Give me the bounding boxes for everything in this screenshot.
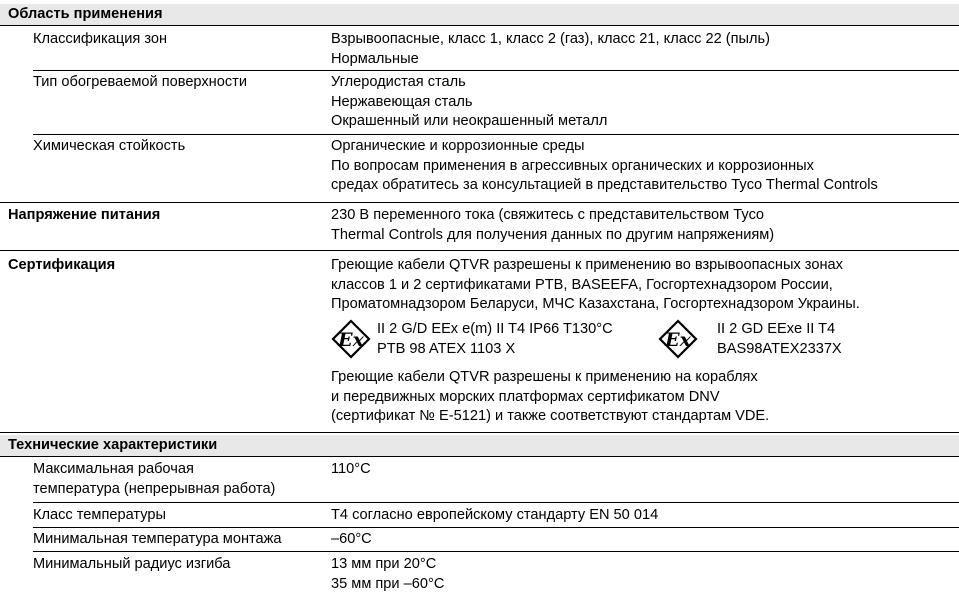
divider bbox=[33, 70, 959, 71]
row-value: Окрашенный или неокрашенный металл bbox=[331, 113, 608, 129]
divider bbox=[0, 456, 959, 457]
row-label: Класс температуры bbox=[33, 507, 166, 523]
row-value: Нормальные bbox=[331, 50, 419, 67]
section-header-application bbox=[0, 4, 959, 25]
divider bbox=[0, 250, 959, 251]
divider bbox=[33, 134, 959, 135]
ex-mark-text: II 2 G/D EEx e(m) II T4 IP66 T130°C bbox=[377, 321, 613, 337]
row-value: Взрывоопасные, класс 1, класс 2 (газ), класс 21, класс 22 (пыль) bbox=[331, 31, 770, 47]
certification-label: Сертификация bbox=[8, 257, 116, 273]
ex-mark-text: BAS98ATEX2337X bbox=[717, 341, 842, 357]
row-value: По вопросам применения в агрессивных органических и коррозионных bbox=[331, 157, 814, 174]
voltage-value: 230 В переменного тока (свяжитесь с представительством Tyco bbox=[331, 207, 765, 223]
row-label: Химическая стойкость bbox=[33, 138, 186, 154]
row-label: Тип обогреваемой поверхности bbox=[33, 74, 247, 90]
divider bbox=[0, 432, 959, 433]
row-label: Минимальная температура монтажа bbox=[33, 531, 282, 547]
row-value: Нержавеющая сталь bbox=[331, 93, 473, 110]
section-header-technical bbox=[0, 435, 959, 456]
ex-mark-icon bbox=[658, 319, 698, 359]
row-value: 35 мм при –60°C bbox=[331, 575, 445, 592]
certification-text: Греющие кабели QTVR разрешены к применению во взрывоопасных зонах bbox=[331, 257, 843, 273]
row-value: Органические и коррозионные среды bbox=[331, 138, 585, 154]
divider bbox=[33, 527, 959, 528]
section-title: Технические характеристики bbox=[8, 437, 218, 453]
ex-mark-text: II 2 GD EExe II T4 bbox=[717, 321, 836, 337]
ex-mark-text: PTB 98 ATEX 1103 X bbox=[377, 341, 516, 357]
certification-text: классов 1 и 2 сертификатами PTB, BASEEFA, Госгортехнадзором России, bbox=[331, 276, 833, 293]
row-value: T4 согласно европейскому стандарту EN 50 014 bbox=[331, 507, 659, 523]
row-label: Максимальная рабочая bbox=[33, 461, 194, 477]
row-value: средах обратитесь за консультацией в представительство Tyco Thermal Controls bbox=[331, 177, 878, 193]
certification-text: Греющие кабели QTVR разрешены к применению на кораблях bbox=[331, 369, 758, 385]
divider bbox=[33, 551, 959, 552]
row-label: температура (непрерывная работа) bbox=[33, 480, 276, 497]
voltage-value: Thermal Controls для получения данных по другим напряжениям) bbox=[331, 226, 775, 243]
row-value: 110°C bbox=[331, 461, 371, 477]
svg-text:Ex: Ex bbox=[338, 329, 364, 351]
certification-text: и передвижных морских платформах сертификатом DNV bbox=[331, 388, 720, 405]
row-value: Углеродистая сталь bbox=[331, 74, 466, 90]
certification-text: Проматомнадзором Беларуси, МЧС Казахстана, Госгортехнадзором Украины. bbox=[331, 296, 860, 312]
divider bbox=[0, 202, 959, 203]
row-label: Минимальный радиус изгиба bbox=[33, 556, 231, 572]
divider bbox=[33, 502, 959, 503]
row-label: Классификация зон bbox=[33, 31, 168, 47]
row-value: –60°C bbox=[331, 531, 372, 547]
certification-text: (сертификат № E-5121) и также соответствуют стандартам VDE. bbox=[331, 408, 770, 424]
svg-text:Ex: Ex bbox=[665, 329, 691, 351]
section-title: Область применения bbox=[8, 6, 163, 22]
voltage-label: Напряжение питания bbox=[8, 207, 161, 223]
divider bbox=[0, 25, 959, 26]
row-value: 13 мм при 20°C bbox=[331, 556, 437, 572]
ex-mark-icon bbox=[331, 319, 371, 359]
